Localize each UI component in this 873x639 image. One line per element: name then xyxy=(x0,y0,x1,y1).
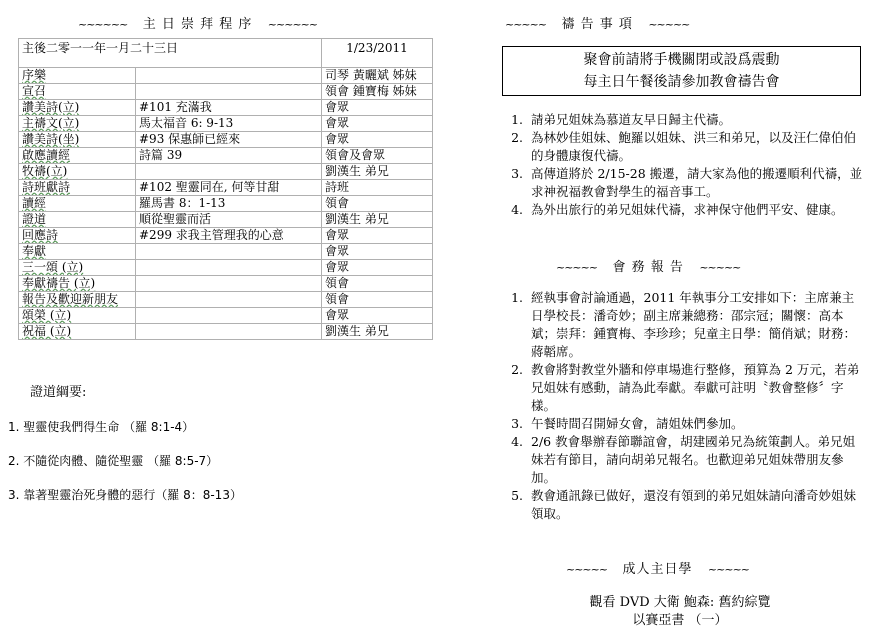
order-row xyxy=(19,196,433,212)
order-content xyxy=(136,260,322,276)
adult-school-title xyxy=(566,558,749,577)
order-content: 順從聖靈而活 xyxy=(136,212,322,228)
adult-school-content xyxy=(560,594,800,630)
affairs-item: 5. 教會通訊錄已做好，還沒有領到的弟兄姐妹請向潘奇妙姐妹領取。 xyxy=(527,487,864,523)
notice-box xyxy=(502,46,861,96)
order-item: 證道 xyxy=(19,212,136,228)
order-content xyxy=(136,164,322,180)
affairs-item: 3. 午餐時間召開婦女會，請姐妹們參加。 xyxy=(527,415,864,433)
order-row xyxy=(19,132,433,148)
order-row xyxy=(19,244,433,260)
order-person: 劉漢生 弟兄 xyxy=(322,164,433,180)
order-person: 會眾 xyxy=(322,228,433,244)
adult-school-line: 以賽亞書 （一） xyxy=(632,613,728,628)
affairs-title xyxy=(556,256,740,275)
order-row xyxy=(19,84,433,100)
order-item: 主禱文(立) xyxy=(19,116,136,132)
order-person: 劉漢生 弟兄 xyxy=(322,212,433,228)
order-row xyxy=(19,324,433,340)
order-row xyxy=(19,148,433,164)
order-item: 祝福 (立) xyxy=(19,324,136,340)
order-person: 會眾 xyxy=(322,100,433,116)
order-person: 領會 xyxy=(322,292,433,308)
prayer-title-text: 禱 告 事 項 xyxy=(561,17,633,32)
order-row xyxy=(19,212,433,228)
order-item: 詩班獻詩 xyxy=(19,180,136,196)
worship-order-title xyxy=(78,13,317,32)
prayer-title xyxy=(505,13,689,32)
order-row xyxy=(19,180,433,196)
order-row xyxy=(19,100,433,116)
order-item: 讀經 xyxy=(19,196,136,212)
order-item: 序樂 xyxy=(19,68,136,84)
order-row xyxy=(19,260,433,276)
order-person: 會眾 xyxy=(322,244,433,260)
order-content: #93 保惠師已經來 xyxy=(136,132,322,148)
ornament-right: ~~~~~ xyxy=(699,261,741,274)
order-content xyxy=(136,292,322,308)
prayer-item: 1. 請弟兄姐妹為慕道友早日歸主代禱。 xyxy=(527,111,864,129)
order-item: 宣召 xyxy=(19,84,136,100)
affairs-item: 2. 教會將對教堂外牆和停車場進行整修，預算為 2 万元，若弟兄姐妹有感動，請為此奉獻。奉獻可註明〝教會整修〞字樣。 xyxy=(527,361,864,415)
prayer-item: 4. 為外出旅行的弟兄姐妹代禱，求神保守他們平安、健康。 xyxy=(527,201,864,219)
ornament-right: ~~~~~~ xyxy=(267,18,318,31)
order-item: 讚美詩(立) xyxy=(19,100,136,116)
order-person: 領會 鍾寶梅 姊妹 xyxy=(322,84,433,100)
order-person: 劉漢生 弟兄 xyxy=(322,324,433,340)
order-person: 會眾 xyxy=(322,132,433,148)
order-person: 領會 xyxy=(322,276,433,292)
notice-line: 每主日午餐後請參加教會禱告會 xyxy=(583,74,780,90)
prayer-list xyxy=(505,111,864,219)
affairs-item: 1. 經執事會討論通過，2011 年執事分工安排如下：主席兼主日學校長：潘奇妙；副主席兼總務：邵宗冠；關懷：高本斌；崇拜：鍾寶梅、李珍珍；兒童主日學：簡俏斌；財務：蔣韜席。 xyxy=(527,289,864,361)
order-content: 馬太福音 6: 9-13 xyxy=(136,116,322,132)
order-item: 奉獻禱告 (立) xyxy=(19,276,136,292)
order-row xyxy=(19,68,433,84)
order-item: 奉獻 xyxy=(19,244,136,260)
ornament-left: ~~~~~ xyxy=(556,261,598,274)
worship-order-table xyxy=(18,38,433,340)
order-row xyxy=(19,116,433,132)
order-item: 讚美詩(坐) xyxy=(19,132,136,148)
worship-order-title-text: 主 日 崇 拜 程 序 xyxy=(142,17,253,32)
order-content xyxy=(136,84,322,100)
order-row xyxy=(19,164,433,180)
ornament-right: ~~~~~ xyxy=(707,563,750,576)
order-content: #101 充滿我 xyxy=(136,100,322,116)
order-content xyxy=(136,276,322,292)
order-person: 會眾 xyxy=(322,260,433,276)
order-person: 司琴 黃曬斌 姊妹 xyxy=(322,68,433,84)
order-content xyxy=(136,68,322,84)
order-item: 牧禱(立) xyxy=(19,164,136,180)
order-content xyxy=(136,324,322,340)
affairs-list xyxy=(505,289,864,523)
order-item: 報告及歡迎新朋友 xyxy=(19,292,136,308)
date-row xyxy=(19,39,433,68)
ornament-left: ~~~~~ xyxy=(505,18,547,31)
ornament-left: ~~~~~~ xyxy=(78,18,128,31)
prayer-item: 3. 高傳道將於 2/15-28 搬遷，請大家為他的搬遷順利代禱，並求神祝福教會對學生的福音事工。 xyxy=(527,165,864,201)
order-item: 啟應讀經 xyxy=(19,148,136,164)
order-item: 三一頌 (立) xyxy=(19,260,136,276)
notice-line: 聚會前請將手機關閉或設爲震動 xyxy=(583,52,780,68)
sermon-outline-item: 2. 不隨從肉體、隨從聖靈 （羅 8:5-7） xyxy=(8,454,219,468)
order-person: 會眾 xyxy=(322,116,433,132)
order-content: #102 聖靈同在, 何等甘甜 xyxy=(136,180,322,196)
order-row xyxy=(19,276,433,292)
order-item: 回應詩 xyxy=(19,228,136,244)
adult-school-title-text: 成人主日學 xyxy=(622,562,693,577)
ornament-right: ~~~~~ xyxy=(648,18,690,31)
order-content: 詩篇 39 xyxy=(136,148,322,164)
order-person: 領會及會眾 xyxy=(322,148,433,164)
order-content: 羅馬書 8：1-13 xyxy=(136,196,322,212)
affairs-title-text: 會 務 報 告 xyxy=(612,260,684,275)
adult-school-line: 觀看 DVD 大衛 鮑森: 舊約綜覽 xyxy=(589,595,771,610)
affairs-item: 4. 2/6 教會舉辦春節聯誼會，胡建國弟兄為統策劃人。弟兄姐妹若有節目，請向胡弟兄報名。也歡迎弟兄姐妹帶朋友參加。 xyxy=(527,433,864,487)
order-content xyxy=(136,308,322,324)
prayer-item: 2. 為林妙佳姐妹、鮑羅以姐妹、洪三和弟兄，以及汪仁偉伯伯的身體康復代禱。 xyxy=(527,129,864,165)
order-person: 詩班 xyxy=(322,180,433,196)
sermon-outline-item: 1. 聖靈使我們得生命 （羅 8:1-4） xyxy=(8,420,195,434)
order-item: 頌榮 (立) xyxy=(19,308,136,324)
sermon-outline-item: 3. 靠著聖靈治死身體的惡行（羅 8：8-13） xyxy=(8,488,242,502)
order-content xyxy=(136,244,322,260)
order-content: #299 求我主管理我的心意 xyxy=(136,228,322,244)
ornament-left: ~~~~~ xyxy=(566,563,608,576)
order-row xyxy=(19,228,433,244)
date-short: 1/23/2011 xyxy=(322,39,433,68)
order-person: 會眾 xyxy=(322,308,433,324)
order-person: 領會 xyxy=(322,196,433,212)
date-text: 主後二零一一年一月二十三日 xyxy=(19,39,322,68)
order-row xyxy=(19,292,433,308)
sermon-outline-heading: 證道綱要: xyxy=(30,385,87,400)
order-row xyxy=(19,308,433,324)
